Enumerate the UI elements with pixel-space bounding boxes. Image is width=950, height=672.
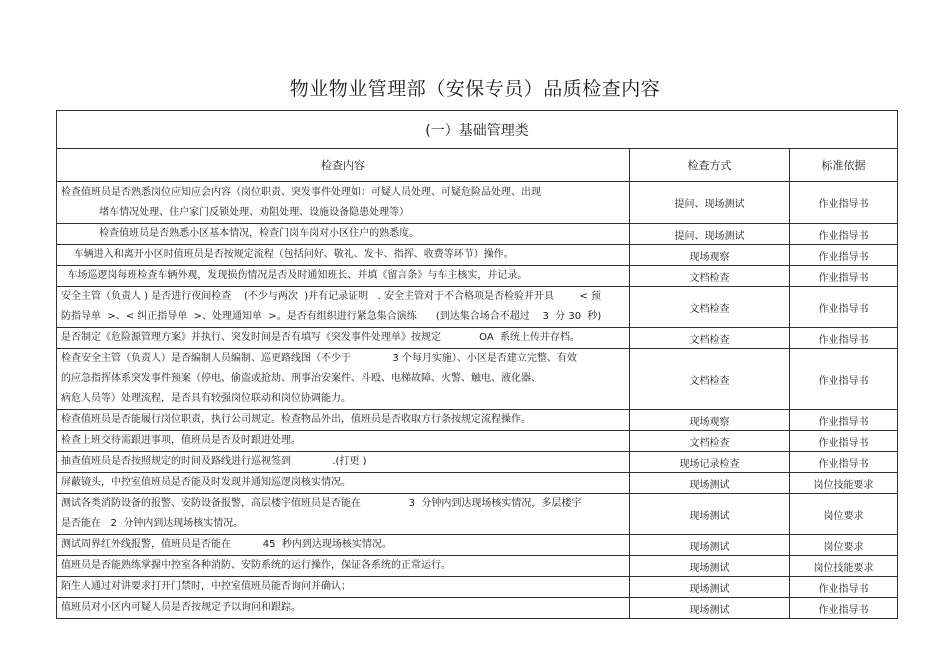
check-content: [57, 452, 630, 473]
check-content: [57, 556, 630, 577]
table-row: [57, 535, 898, 556]
check-content: [57, 287, 630, 328]
check-method: 现场测试: [630, 577, 790, 598]
check-method: 提问、现场测试: [630, 182, 790, 224]
check-method: 现场测试: [630, 598, 790, 619]
check-content: [57, 224, 630, 245]
table-row: [57, 556, 898, 577]
standard-basis: 作业指导书: [790, 349, 898, 410]
table-row: [57, 598, 898, 619]
content-line: 检查上班交待需跟进事项，值班员是否及时跟进处理。: [61, 435, 301, 446]
section-title: (一）基础管理类: [57, 111, 898, 149]
section-row: [57, 111, 898, 149]
check-content: [57, 577, 630, 598]
content-line: 测试各类消防设备的报警、安防设备报警，高层楼宇值班员是否能在 3 分钟内到达现场核实情况，多层楼宇: [61, 498, 582, 509]
check-content: [57, 182, 630, 224]
content-line: 屏蔽镜头，中控室值班员是否能及时发现并通知巡逻岗核实情况。: [61, 477, 351, 488]
header-content: 检查内容: [57, 149, 630, 182]
check-content: [57, 349, 630, 410]
check-method: 现场观察: [630, 245, 790, 266]
header-basis: 标准依据: [790, 149, 898, 182]
content-line: 测试周界红外线报警，值班员是否能在 45 秒内到达现场核实情况。: [61, 539, 392, 550]
standard-basis: 作业指导书: [790, 245, 898, 266]
standard-basis: 作业指导书: [790, 224, 898, 245]
check-content: [57, 535, 630, 556]
table-row: [57, 328, 898, 349]
table-row: [57, 452, 898, 473]
content-line: 的应急指挥体系突发事件预案（停电、偷盗或抢劫、刑事治安案件、斗殴、电梯故障、火警、触电、液化器、: [61, 373, 541, 384]
content-line: 车辆进入和离开小区时值班员是否按规定流程（包括问好、敬礼、发卡、指挥、收费等环节）操作。: [61, 249, 514, 260]
check-content: [57, 494, 630, 535]
standard-basis: 岗位要求: [790, 494, 898, 535]
header-row: [57, 149, 898, 182]
check-method: 现场测试: [630, 494, 790, 535]
inspection-table: [56, 110, 898, 619]
standard-basis: 岗位技能要求: [790, 473, 898, 494]
table-row: [57, 410, 898, 431]
standard-basis: 岗位技能要求: [790, 556, 898, 577]
check-method: 现场观察: [630, 410, 790, 431]
content-line: 值班员是否能熟练掌握中控室各种消防、安防系统的运行操作，保证各系统的正常运行。: [61, 560, 451, 571]
check-method: 现场测试: [630, 473, 790, 494]
check-content: [57, 431, 630, 452]
table-row: [57, 287, 898, 328]
check-content: [57, 598, 630, 619]
standard-basis: 作业指导书: [790, 287, 898, 328]
standard-basis: 作业指导书: [790, 452, 898, 473]
check-content: [57, 410, 630, 431]
check-method: 文档检查: [630, 349, 790, 410]
table-row: [57, 182, 898, 224]
content-line: 检查安全主管（负责人）是否编制人员编制、巡更路线图（不少于 3 个每月实施）、小区是否建立完整、有效: [61, 353, 577, 364]
content-line: 检查值班员是否熟悉岗位应知应会内容（岗位职责、突发事件处理如：可疑人员处理、可疑危险品处理、出现: [61, 186, 541, 198]
check-content: [57, 245, 630, 266]
content-line: 病危人员等）处理流程，是否具有较强岗位联动和岗位协调能力。: [61, 393, 351, 404]
table-row: [57, 245, 898, 266]
check-content: [57, 473, 630, 494]
check-method: 文档检查: [630, 266, 790, 287]
table-row: [57, 431, 898, 452]
table-row: [57, 494, 898, 535]
content-line: 堵车情况处理、住户家门反锁处理、劝阻处理、设施设备隐患处理等）: [61, 206, 410, 218]
content-line: 抽查值班员是否按照规定的时间及路线进行巡视签到 .(打更 ): [61, 456, 367, 467]
content-line: 是否制定《危险源管理方案》并执行、突发时间是否有填写《突发事件处理单》按规定 OA 系统上传并存档。: [61, 332, 581, 343]
content-line: 车场巡逻岗每班检查车辆外观，发现损伤情况是否及时通知班长、并填《留言条》与车主核实，并记录。: [61, 270, 528, 281]
header-method: 检查方式: [630, 149, 790, 182]
standard-basis: 作业指导书: [790, 410, 898, 431]
content-line: 防指导单 >、< 纠正指导单 >、处理通知单 >。是否有组织进行紧急集合演练 (到达集合场合不超过 3 分 30 秒): [61, 311, 602, 322]
document-title: 物业物业管理部（安保专员）品质检查内容: [289, 78, 661, 100]
check-method: 现场测试: [630, 556, 790, 577]
content-line: 值班员对小区内可疑人员是否按规定予以询问和跟踪。: [61, 602, 301, 613]
content-line: 是否能在 2 分钟内到达现场核实情况。: [61, 518, 244, 529]
content-line: 检查值班员是否能履行岗位职责，执行公司规定。检查物品外出，值班员是否收取方行条按规定流程操作。: [61, 414, 531, 425]
table-row: [57, 266, 898, 287]
check-content: [57, 266, 630, 287]
standard-basis: 岗位要求: [790, 535, 898, 556]
content-line: 安全主管（负责人 ) 是否进行夜间检查 (不少与两次 )并有记录证明 . 安全主管对于不合格项是否检验并开具 < 预: [61, 291, 602, 302]
content-line: 陌生人通过对讲要求打开门禁时，中控室值班员能否询问并确认；: [61, 581, 351, 592]
table-row: [57, 349, 898, 410]
standard-basis: 作业指导书: [790, 328, 898, 349]
check-method: 现场测试: [630, 535, 790, 556]
standard-basis: 作业指导书: [790, 182, 898, 224]
standard-basis: 作业指导书: [790, 577, 898, 598]
standard-basis: 作业指导书: [790, 431, 898, 452]
table-row: [57, 224, 898, 245]
table-row: [57, 473, 898, 494]
check-content: [57, 328, 630, 349]
check-method: 提问、现场测试: [630, 224, 790, 245]
table-row: [57, 577, 898, 598]
check-method: 文档检查: [630, 287, 790, 328]
check-method: 现场记录检查: [630, 452, 790, 473]
content-line: 检查值班员是否熟悉小区基本情况，检查门岗车岗对小区住户的熟悉度。: [61, 228, 420, 239]
standard-basis: 作业指导书: [790, 266, 898, 287]
standard-basis: 作业指导书: [790, 598, 898, 619]
check-method: 文档检查: [630, 328, 790, 349]
check-method: 文档检查: [630, 431, 790, 452]
